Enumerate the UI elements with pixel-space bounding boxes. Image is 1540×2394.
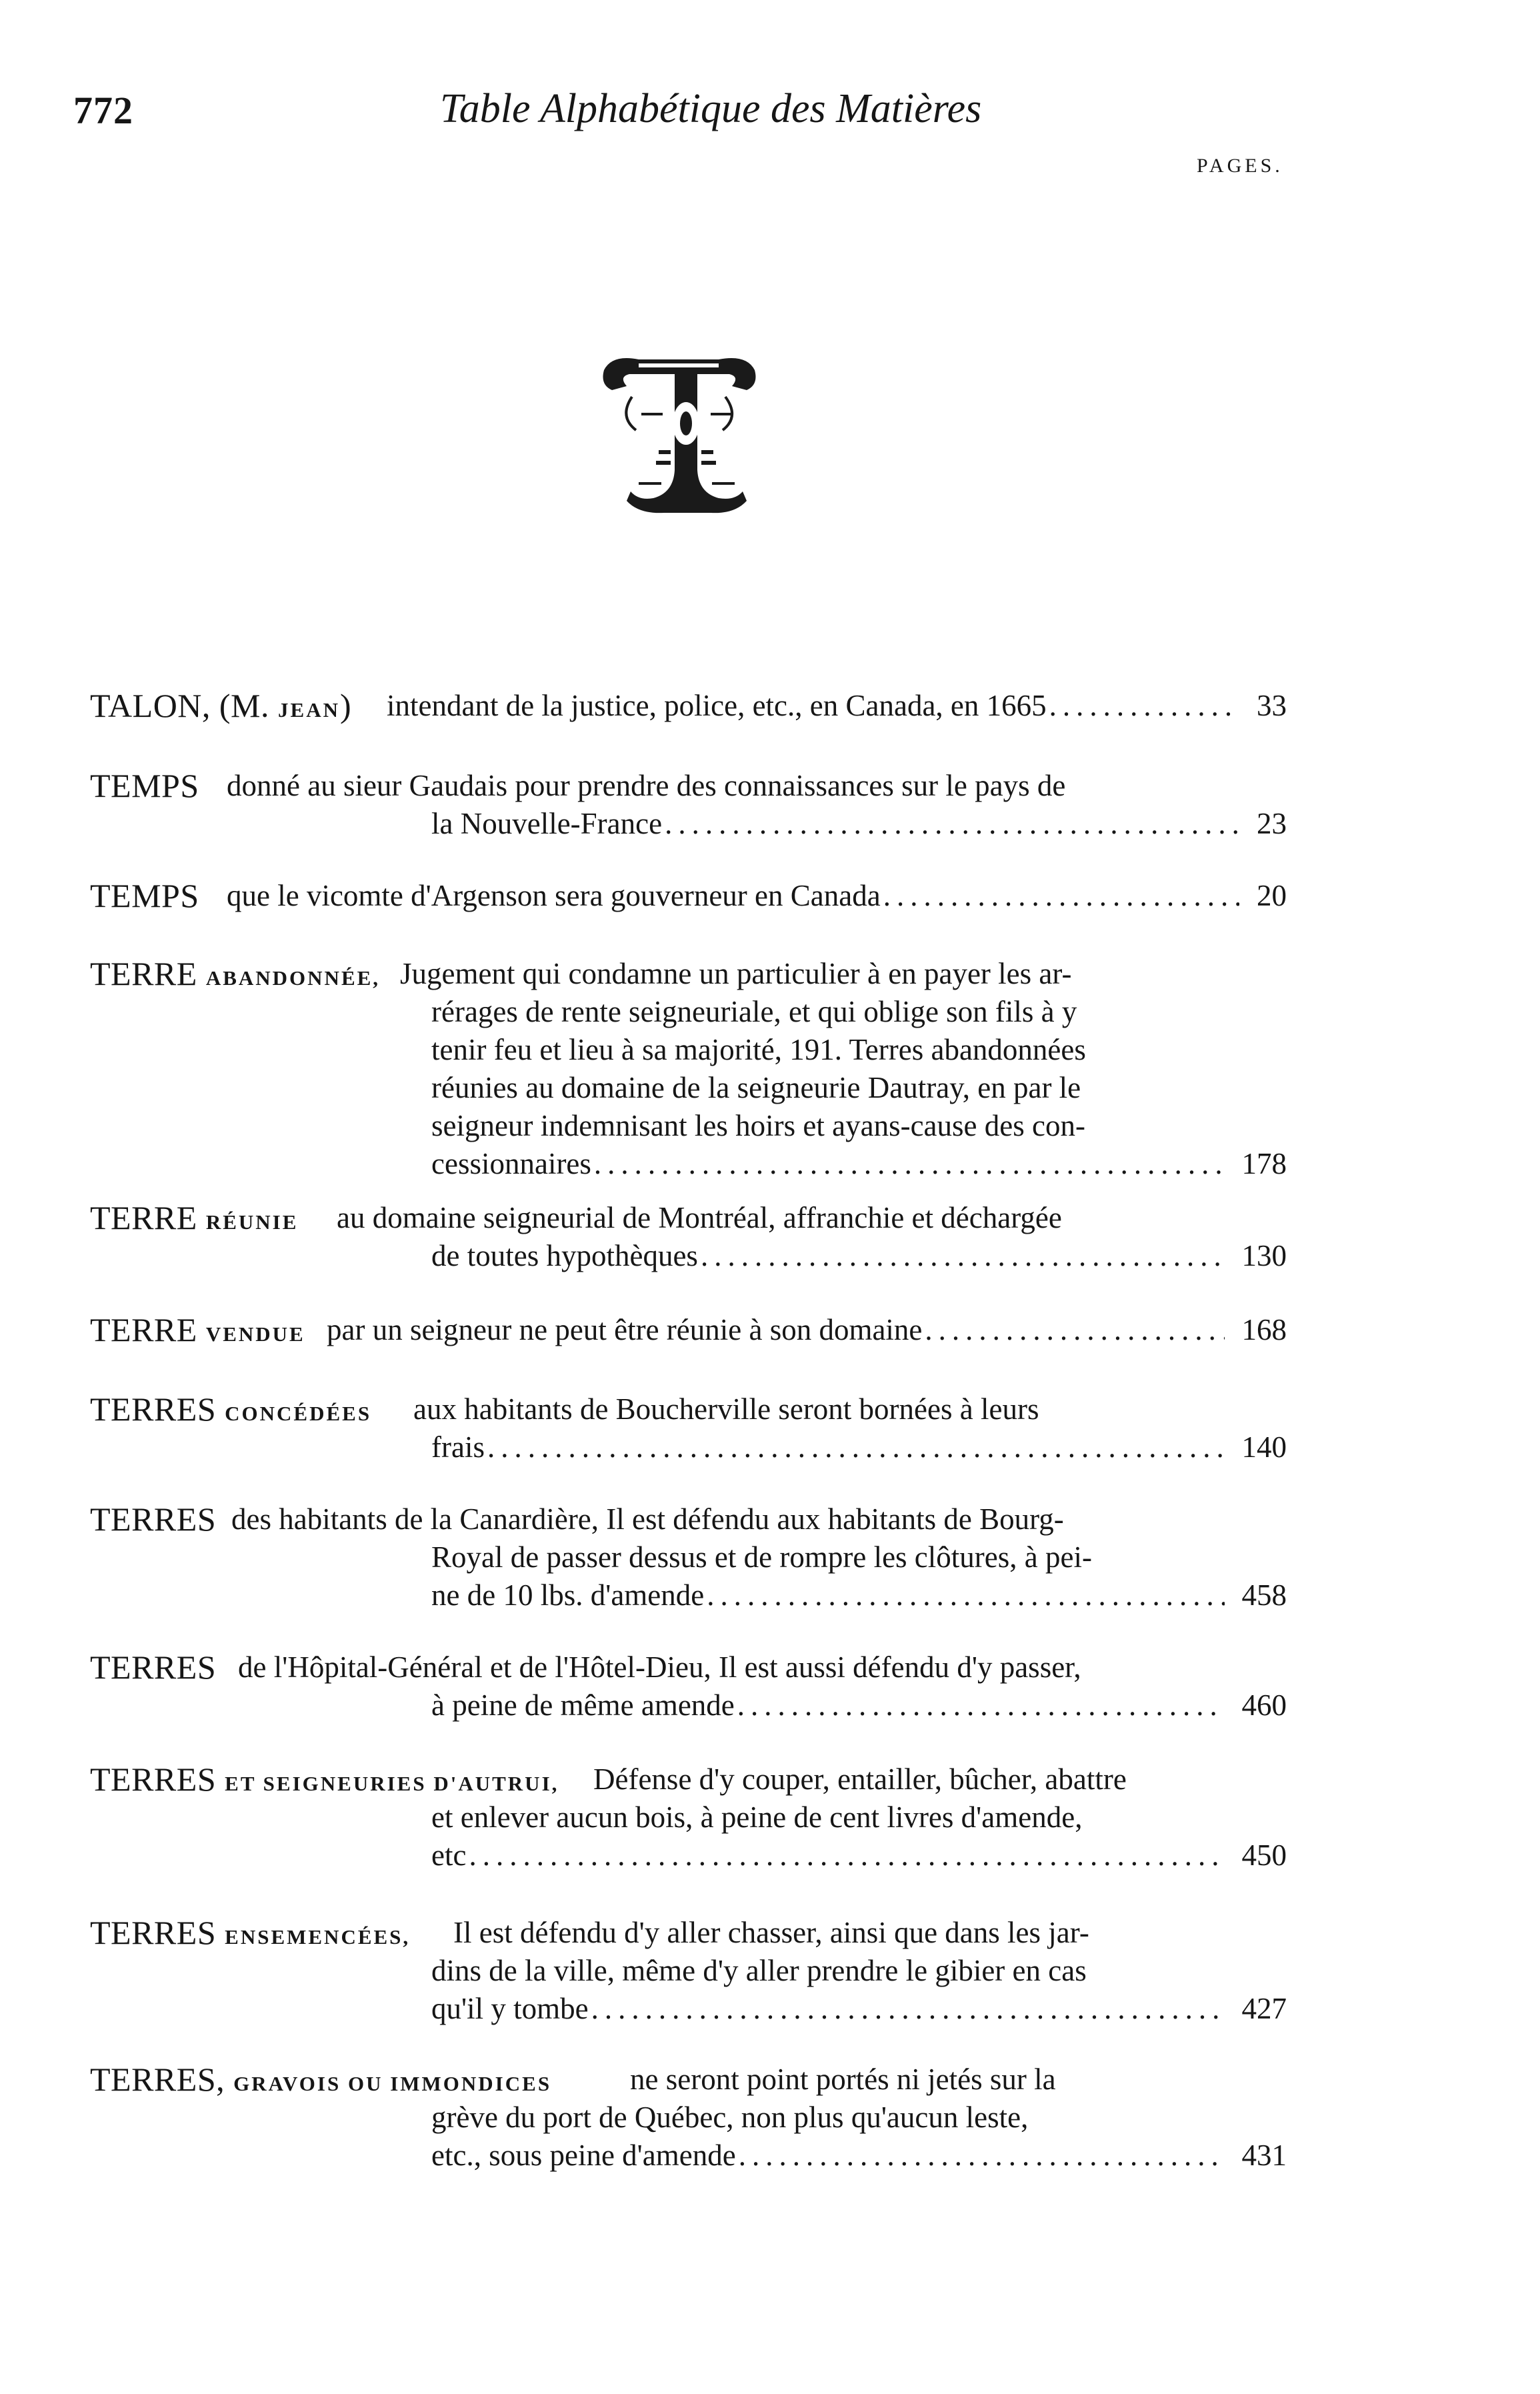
entry-headword: TERRES, GRAVOIS OU IMMONDICES xyxy=(90,2061,552,2098)
entry-page-number: 168 xyxy=(1241,1313,1287,1346)
entry-text-line: etc., sous peine d'amende xyxy=(431,2139,736,2172)
entry-text-line: grève du port de Québec, non plus qu'aucun leste, xyxy=(431,2101,1029,2134)
entry-text-line: qu'il y tombe xyxy=(431,1992,589,2025)
entry-headword: TERRES ENSEMENCÉES, xyxy=(90,1914,411,1951)
entry-headword: TERRE ABANDONNÉE, xyxy=(90,955,381,992)
ornamental-letter-t-icon xyxy=(592,350,765,517)
index-entry xyxy=(90,1390,1287,1477)
entry-text-line: Royal de passer dessus et de rompre les clôtures, à pei- xyxy=(431,1540,1092,1574)
entry-headword: TERRES xyxy=(90,1648,217,1686)
leader-dots xyxy=(594,1145,1225,1183)
index-entry xyxy=(90,1648,1287,1735)
entry-subheading: RÉUNIE xyxy=(205,1210,299,1234)
entry-page-number: 427 xyxy=(1241,1992,1287,2025)
entry-text-line: rérages de rente seigneuriale, et qui oblige son fils à y xyxy=(431,995,1077,1028)
entry-page-number: 23 xyxy=(1257,807,1287,840)
entry-headword: TERRES ET SEIGNEURIES D'AUTRUI, xyxy=(90,1760,559,1798)
entry-text-line: par un seigneur ne peut être réunie à son domaine xyxy=(327,1313,923,1346)
entry-page-number: 450 xyxy=(1241,1839,1287,1872)
index-entry xyxy=(90,1914,1287,2037)
index-entry xyxy=(90,2061,1287,2184)
leader-dots xyxy=(707,1576,1224,1614)
entry-subheading: ABANDONNÉE, xyxy=(205,966,381,990)
entry-text-line: Il est défendu d'y aller chasser, ainsi que dans les jar- xyxy=(453,1916,1089,1949)
entry-text-line: seigneur indemnisant les hoirs et ayans-cause des con- xyxy=(431,1109,1085,1142)
entry-page-number: 140 xyxy=(1241,1430,1287,1464)
entry-text-line: etc xyxy=(431,1839,467,1872)
index-entry xyxy=(90,1311,1287,1358)
entry-text-line: des habitants de la Canardière, Il est défendu aux habitants de Bourg- xyxy=(231,1502,1064,1536)
entry-text-line: dins de la ville, même d'y aller prendre le gibier en cas xyxy=(431,1954,1087,1987)
leader-dots xyxy=(701,1237,1225,1275)
leader-dots xyxy=(737,1686,1225,1724)
entry-text-line: ne de 10 lbs. d'amende xyxy=(431,1578,705,1612)
entry-text-line: au domaine seigneurial de Montréal, affranchie et déchargée xyxy=(337,1201,1062,1234)
index-entry xyxy=(90,767,1287,854)
page-number: 772 xyxy=(73,89,133,132)
entry-text-line: réunies au domaine de la seigneurie Dautray, en par le xyxy=(431,1071,1081,1104)
entry-text-line: que le vicomte d'Argenson sera gouverneur en Canada xyxy=(227,879,881,912)
entry-text-line: Défense d'y couper, entailler, bûcher, abattre xyxy=(593,1762,1127,1796)
entry-subheading: ET SEIGNEURIES D'AUTRUI, xyxy=(225,1772,559,1795)
index-entry xyxy=(90,1760,1287,1884)
entry-subheading: VENDUE xyxy=(205,1322,305,1346)
entry-text-line: à peine de même amende xyxy=(431,1688,735,1722)
leader-dots xyxy=(487,1428,1225,1466)
leader-dots xyxy=(469,1837,1224,1875)
entry-text-line: ne seront point portés ni jetés sur la xyxy=(630,2063,1056,2096)
entry-text-line: intendant de la justice, police, etc., en Canada, en 1665 xyxy=(387,689,1047,722)
index-entry xyxy=(90,1500,1287,1624)
entry-subheading: GRAVOIS OU IMMONDICES xyxy=(233,2072,552,2095)
entry-headword: TERRES xyxy=(90,1500,217,1538)
entry-page-number: 458 xyxy=(1241,1578,1287,1612)
index-entry xyxy=(90,877,1287,924)
entry-headword: TALON, (M. JEAN) xyxy=(90,687,352,724)
entry-page-number: 431 xyxy=(1241,2139,1287,2172)
entry-page-number: 460 xyxy=(1241,1688,1287,1722)
entry-text-line: aux habitants de Boucherville seront bornées à leurs xyxy=(413,1392,1039,1426)
entry-text-line: de l'Hôpital-Général et de l'Hôtel-Dieu, Il est aussi défendu d'y passer, xyxy=(238,1650,1081,1684)
leader-dots xyxy=(591,1990,1225,2028)
entry-text-line: frais xyxy=(431,1430,485,1464)
leader-dots xyxy=(1049,687,1239,725)
pages-column-label: PAGES. xyxy=(1197,155,1283,177)
entry-text-line: la Nouvelle-France xyxy=(431,807,663,840)
entry-headword: TERRE VENDUE xyxy=(90,1311,305,1348)
entry-page-number: 178 xyxy=(1241,1147,1287,1180)
entry-text-line: Jugement qui condamne un particulier à en payer les ar- xyxy=(400,957,1072,990)
entry-text-line: de toutes hypothèques xyxy=(431,1239,698,1272)
entry-headword: TERRES CONCÉDÉES xyxy=(90,1390,372,1428)
leader-dots xyxy=(739,2137,1225,2175)
index-entry xyxy=(90,1199,1287,1286)
index-entry xyxy=(90,955,1287,1188)
entry-text-line: tenir feu et lieu à sa majorité, 191. Terres abandonnées xyxy=(431,1033,1086,1066)
entry-headword: TERRE RÉUNIE xyxy=(90,1199,299,1236)
entry-text-line: cessionnaires xyxy=(431,1147,591,1180)
entry-subheading: ENSEMENCÉES, xyxy=(225,1925,411,1949)
entry-subheading: JEAN xyxy=(278,698,340,722)
entry-page-number: 20 xyxy=(1257,879,1287,912)
entry-text-line: et enlever aucun bois, à peine de cent livres d'amende, xyxy=(431,1801,1083,1834)
entry-page-number: 130 xyxy=(1241,1239,1287,1272)
entry-headword: TEMPS xyxy=(90,767,199,804)
entry-text-line: donné au sieur Gaudais pour prendre des connaissances sur le pays de xyxy=(227,769,1066,802)
dropcap-ornament xyxy=(592,350,765,517)
leader-dots xyxy=(665,805,1239,843)
entry-subheading: CONCÉDÉES xyxy=(225,1402,372,1425)
entry-page-number: 33 xyxy=(1257,689,1287,722)
entry-headword: TEMPS xyxy=(90,877,199,914)
leader-dots xyxy=(925,1311,1224,1349)
leader-dots xyxy=(883,877,1239,915)
running-title: Table Alphabétique des Matières xyxy=(440,86,982,131)
index-entry xyxy=(90,687,1287,734)
